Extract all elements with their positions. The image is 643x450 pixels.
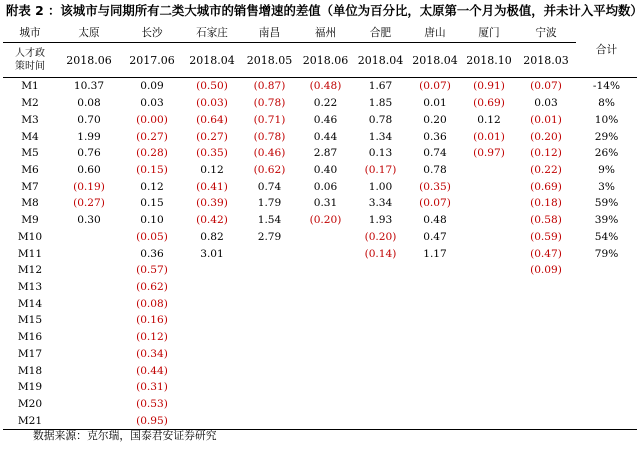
value-cell xyxy=(57,228,121,245)
value-cell xyxy=(298,412,353,429)
total-cell: 54% xyxy=(594,230,619,243)
city-header: 太原 xyxy=(57,22,121,43)
value-cell: (0.27) xyxy=(196,130,228,143)
table-title: 附表 2 ：该城市与同期所有二类大城市的销售增速的差值（单位为百分比，太原第一个月为极值，并未计入平均数） xyxy=(6,3,643,18)
total-header: 合计 xyxy=(576,22,637,78)
policy-date: 2018.03 xyxy=(516,43,576,78)
value-cell xyxy=(57,262,121,279)
value-cell xyxy=(353,295,408,312)
value-cell xyxy=(183,379,241,396)
table-row xyxy=(3,228,637,245)
value-cell xyxy=(241,262,298,279)
value-cell: (0.07) xyxy=(419,80,451,93)
value-cell xyxy=(408,346,462,363)
value-cell: (0.57) xyxy=(136,264,168,277)
table-row xyxy=(3,412,637,429)
value-cell: 0.08 xyxy=(77,97,101,110)
value-cell xyxy=(183,329,241,346)
value-cell xyxy=(57,362,121,379)
value-cell: 0.09 xyxy=(140,80,164,93)
value-cell: 0.12 xyxy=(140,180,164,193)
table-row xyxy=(3,279,637,296)
policy-date: 2017.06 xyxy=(121,43,183,78)
value-cell: 0.10 xyxy=(140,214,164,227)
value-cell: 1.79 xyxy=(257,197,282,210)
value-cell xyxy=(298,228,353,245)
value-cell: 0.22 xyxy=(313,97,338,110)
value-cell: (0.39) xyxy=(196,197,228,210)
value-cell: (0.07) xyxy=(530,80,562,93)
table-row xyxy=(3,295,637,312)
value-cell xyxy=(353,362,408,379)
value-cell: (0.78) xyxy=(253,97,286,110)
value-cell: 0.06 xyxy=(313,180,338,193)
value-cell: (0.00) xyxy=(136,113,168,126)
total-cell xyxy=(576,329,637,346)
month-label: M9 xyxy=(21,214,39,227)
value-cell xyxy=(516,412,576,429)
month-label: M15 xyxy=(17,314,43,327)
policy-time-label-line1: 人才政 xyxy=(15,48,45,59)
month-label: M12 xyxy=(17,264,43,277)
header-date-row xyxy=(3,43,637,78)
value-cell xyxy=(353,279,408,296)
table-row xyxy=(3,346,637,363)
month-label: M20 xyxy=(17,398,43,411)
value-cell: 1.34 xyxy=(368,130,393,143)
policy-date: 2018.10 xyxy=(462,43,516,78)
value-cell: 0.12 xyxy=(477,113,501,126)
value-cell: (0.46) xyxy=(253,147,286,160)
value-cell: 1.93 xyxy=(368,214,393,227)
value-cell xyxy=(57,279,121,296)
value-cell xyxy=(408,279,462,296)
value-cell xyxy=(516,329,576,346)
value-cell: (0.18) xyxy=(530,197,562,210)
value-cell: (0.05) xyxy=(136,230,168,243)
value-cell xyxy=(298,245,353,262)
value-cell: (0.12) xyxy=(530,147,562,160)
value-cell: (0.35) xyxy=(196,147,228,160)
month-label: M6 xyxy=(21,163,39,176)
value-cell xyxy=(408,362,462,379)
value-cell: 0.48 xyxy=(423,214,447,227)
policy-date: 2018.05 xyxy=(241,43,298,78)
total-cell: -14% xyxy=(592,80,621,93)
month-label: M7 xyxy=(21,180,39,193)
table-row xyxy=(3,212,637,229)
value-cell: 0.03 xyxy=(534,97,558,110)
value-cell: (0.64) xyxy=(196,113,228,126)
city-header: 石家庄 xyxy=(183,22,241,43)
value-cell: 0.47 xyxy=(423,230,447,243)
value-cell xyxy=(298,362,353,379)
value-cell xyxy=(241,412,298,429)
value-cell xyxy=(516,279,576,296)
month-label: M1 xyxy=(21,80,39,93)
value-cell: 0.20 xyxy=(423,113,447,126)
total-cell: 79% xyxy=(594,247,619,260)
value-cell: 0.76 xyxy=(77,147,101,160)
month-label: M21 xyxy=(3,412,57,429)
total-cell xyxy=(576,412,637,429)
value-cell xyxy=(241,329,298,346)
value-cell: 0.15 xyxy=(140,197,164,210)
table-row xyxy=(3,178,637,195)
total-cell: 26% xyxy=(594,147,619,160)
value-cell: (0.19) xyxy=(73,180,105,193)
value-cell: (0.41) xyxy=(196,180,228,193)
value-cell xyxy=(241,362,298,379)
value-cell: 0.78 xyxy=(368,113,393,126)
value-cell: (0.95) xyxy=(121,412,183,429)
value-cell: 0.36 xyxy=(140,247,164,260)
table-row xyxy=(3,362,637,379)
value-cell: (0.69) xyxy=(530,180,562,193)
total-cell xyxy=(576,279,637,296)
value-cell xyxy=(462,412,516,429)
value-cell xyxy=(183,412,241,429)
total-cell xyxy=(576,362,637,379)
month-label: M5 xyxy=(21,147,39,160)
value-cell: (0.03) xyxy=(196,97,228,110)
month-label: M16 xyxy=(17,331,43,344)
value-cell: (0.78) xyxy=(253,130,286,143)
value-cell xyxy=(57,295,121,312)
value-cell: 0.44 xyxy=(313,130,338,143)
table-row xyxy=(3,162,637,179)
value-cell xyxy=(353,329,408,346)
total-cell: 9% xyxy=(598,163,615,176)
month-label: M2 xyxy=(21,97,39,110)
total-cell xyxy=(576,295,637,312)
value-cell xyxy=(462,195,516,212)
value-cell xyxy=(353,379,408,396)
value-cell: 0.82 xyxy=(200,230,224,243)
value-cell xyxy=(57,379,121,396)
value-cell: (0.15) xyxy=(136,163,168,176)
value-cell xyxy=(462,396,516,413)
table-row xyxy=(3,195,637,212)
value-cell xyxy=(183,346,241,363)
value-cell: 3.34 xyxy=(368,197,393,210)
month-label: M13 xyxy=(17,280,43,293)
month-label: M19 xyxy=(17,381,43,394)
value-cell xyxy=(57,346,121,363)
value-cell xyxy=(462,228,516,245)
value-cell: 0.60 xyxy=(77,163,101,176)
city-header: 长沙 xyxy=(121,22,183,43)
policy-date: 2018.06 xyxy=(57,43,121,78)
value-cell xyxy=(408,412,462,429)
total-cell: 10% xyxy=(594,113,619,126)
value-cell xyxy=(462,312,516,329)
value-cell: 1.17 xyxy=(423,247,447,260)
value-cell xyxy=(183,312,241,329)
value-cell xyxy=(241,245,298,262)
value-cell xyxy=(516,295,576,312)
value-cell xyxy=(462,362,516,379)
value-cell: (0.14) xyxy=(364,247,397,260)
value-cell xyxy=(353,312,408,329)
value-cell: (0.31) xyxy=(136,381,168,394)
month-label: M11 xyxy=(17,247,43,260)
value-cell xyxy=(353,412,408,429)
policy-time-label-line2: 策时间 xyxy=(15,61,45,72)
value-cell xyxy=(516,379,576,396)
value-cell: (0.27) xyxy=(136,130,168,143)
value-cell: (0.16) xyxy=(136,314,168,327)
value-cell xyxy=(408,295,462,312)
value-cell: (0.44) xyxy=(136,364,168,377)
value-cell xyxy=(462,212,516,229)
value-cell xyxy=(241,346,298,363)
value-cell xyxy=(516,312,576,329)
table-row xyxy=(3,262,637,279)
value-cell: (0.69) xyxy=(473,97,505,110)
value-cell xyxy=(241,279,298,296)
month-label: M18 xyxy=(17,364,43,377)
value-cell: 0.46 xyxy=(313,113,338,126)
city-label: 城市 xyxy=(3,22,57,43)
total-cell xyxy=(576,396,637,413)
value-cell xyxy=(183,396,241,413)
value-cell xyxy=(183,362,241,379)
value-cell: (0.62) xyxy=(136,280,168,293)
value-cell: (0.91) xyxy=(473,80,505,93)
value-cell xyxy=(516,362,576,379)
header-city-row xyxy=(3,22,637,43)
value-cell xyxy=(57,329,121,346)
value-cell xyxy=(462,295,516,312)
value-cell xyxy=(462,245,516,262)
value-cell: 1.99 xyxy=(77,130,101,143)
total-cell: 3% xyxy=(598,180,615,193)
value-cell: 3.01 xyxy=(200,247,224,260)
policy-date: 2018.04 xyxy=(183,43,241,78)
city-header: 合肥 xyxy=(353,22,408,43)
value-cell xyxy=(298,396,353,413)
value-cell xyxy=(298,329,353,346)
value-cell xyxy=(241,295,298,312)
total-cell: 8% xyxy=(598,97,615,110)
value-cell xyxy=(298,295,353,312)
value-cell: (0.50) xyxy=(196,80,228,93)
table-row xyxy=(3,329,637,346)
value-cell xyxy=(353,262,408,279)
value-cell xyxy=(298,262,353,279)
data-source-note: 数据来源：克尔瑞，国泰君安证券研究 xyxy=(33,429,217,442)
value-cell: 1.67 xyxy=(368,80,393,93)
total-cell xyxy=(576,346,637,363)
month-label: M8 xyxy=(21,197,39,210)
value-cell: (0.27) xyxy=(73,197,105,210)
value-cell: (0.01) xyxy=(473,130,505,143)
total-cell: 39% xyxy=(594,214,619,227)
value-cell xyxy=(516,346,576,363)
value-cell xyxy=(241,379,298,396)
value-cell: (0.22) xyxy=(530,163,562,176)
city-header: 福州 xyxy=(298,22,353,43)
value-cell xyxy=(183,262,241,279)
policy-date: 2018.04 xyxy=(353,43,408,78)
value-cell: 0.74 xyxy=(423,147,447,160)
table-row xyxy=(3,379,637,396)
value-cell xyxy=(408,396,462,413)
value-cell xyxy=(57,412,121,429)
month-label: M14 xyxy=(17,297,43,310)
value-cell: 1.54 xyxy=(257,214,282,227)
value-cell: 0.31 xyxy=(313,197,338,210)
value-cell xyxy=(408,379,462,396)
value-cell xyxy=(462,346,516,363)
value-cell: (0.97) xyxy=(473,147,505,160)
value-cell xyxy=(298,346,353,363)
value-cell: (0.01) xyxy=(530,113,562,126)
total-cell xyxy=(576,312,637,329)
city-header: 南昌 xyxy=(241,22,298,43)
value-cell: (0.34) xyxy=(136,347,168,360)
value-cell: 10.37 xyxy=(73,80,105,93)
table-row xyxy=(3,78,637,95)
month-label: M17 xyxy=(17,347,43,360)
value-cell: (0.28) xyxy=(136,147,168,160)
table-row xyxy=(3,145,637,162)
value-cell: (0.20) xyxy=(530,130,562,143)
value-cell: (0.59) xyxy=(530,230,562,243)
value-cell: (0.62) xyxy=(253,163,286,176)
total-cell: 59% xyxy=(594,197,619,210)
value-cell xyxy=(462,329,516,346)
value-cell: (0.58) xyxy=(530,214,562,227)
value-cell xyxy=(241,312,298,329)
policy-time-label xyxy=(3,43,57,78)
value-cell: 0.74 xyxy=(257,180,282,193)
table-row xyxy=(3,312,637,329)
value-cell xyxy=(298,379,353,396)
value-cell: (0.07) xyxy=(419,197,451,210)
value-cell: 0.30 xyxy=(77,214,101,227)
value-cell xyxy=(183,295,241,312)
value-cell: 0.03 xyxy=(140,97,164,110)
value-cell xyxy=(462,379,516,396)
table-body xyxy=(3,78,637,430)
value-cell xyxy=(462,162,516,179)
total-cell xyxy=(576,379,637,396)
value-cell xyxy=(241,396,298,413)
value-cell xyxy=(462,262,516,279)
total-cell: 29% xyxy=(594,130,619,143)
value-cell: 0.70 xyxy=(77,113,101,126)
value-cell: (0.48) xyxy=(309,80,342,93)
value-cell: 0.13 xyxy=(368,147,393,160)
total-cell xyxy=(576,262,637,279)
table-row xyxy=(3,111,637,128)
value-cell: 2.79 xyxy=(257,230,282,243)
value-cell: (0.47) xyxy=(530,247,562,260)
value-cell: 2.87 xyxy=(313,147,338,160)
value-cell xyxy=(353,396,408,413)
table-row xyxy=(3,95,637,112)
value-cell: 1.85 xyxy=(368,97,393,110)
sales-growth-diff-table xyxy=(3,22,637,430)
value-cell: 0.12 xyxy=(200,163,224,176)
value-cell xyxy=(183,279,241,296)
value-cell: 1.00 xyxy=(368,180,393,193)
value-cell xyxy=(408,329,462,346)
value-cell: (0.09) xyxy=(530,264,562,277)
value-cell xyxy=(353,346,408,363)
city-header: 宁波 xyxy=(516,22,576,43)
month-label: M10 xyxy=(17,230,43,243)
value-cell: (0.20) xyxy=(309,214,342,227)
value-cell: (0.35) xyxy=(419,180,451,193)
value-cell: 0.78 xyxy=(423,163,447,176)
city-header: 厦门 xyxy=(462,22,516,43)
value-cell: (0.12) xyxy=(136,331,168,344)
value-cell xyxy=(57,245,121,262)
value-cell xyxy=(408,312,462,329)
value-cell xyxy=(462,279,516,296)
value-cell: 0.36 xyxy=(423,130,447,143)
value-cell xyxy=(462,178,516,195)
value-cell: 0.01 xyxy=(423,97,447,110)
value-cell: (0.42) xyxy=(196,214,228,227)
table-row xyxy=(3,245,637,262)
value-cell: (0.87) xyxy=(253,80,286,93)
value-cell: (0.20) xyxy=(364,230,397,243)
value-cell xyxy=(57,312,121,329)
value-cell: (0.71) xyxy=(253,113,286,126)
value-cell: (0.17) xyxy=(364,163,397,176)
table-row xyxy=(3,396,637,413)
value-cell: 0.40 xyxy=(313,163,338,176)
policy-date: 2018.06 xyxy=(298,43,353,78)
value-cell xyxy=(408,262,462,279)
value-cell: (0.53) xyxy=(136,398,168,411)
value-cell xyxy=(516,396,576,413)
month-label: M3 xyxy=(21,113,39,126)
value-cell xyxy=(298,279,353,296)
city-header: 唐山 xyxy=(408,22,462,43)
value-cell xyxy=(298,312,353,329)
policy-date: 2018.04 xyxy=(408,43,462,78)
value-cell xyxy=(57,396,121,413)
value-cell: (0.08) xyxy=(136,297,168,310)
month-label: M4 xyxy=(21,130,39,143)
table-row xyxy=(3,128,637,145)
